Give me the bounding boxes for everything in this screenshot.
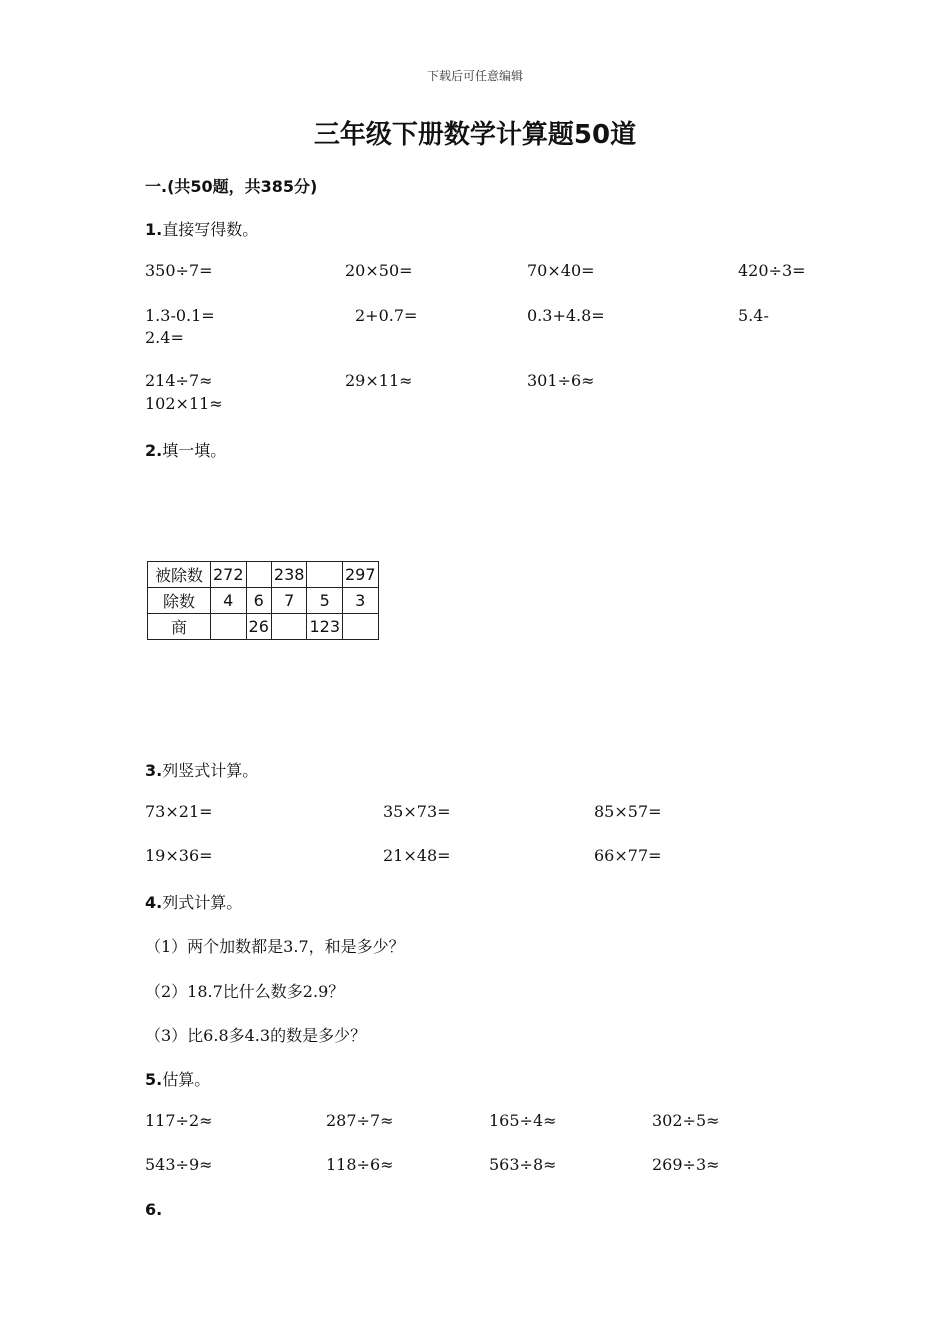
q1-item: 20×50= — [345, 261, 413, 280]
table-cell — [307, 562, 343, 588]
q3-item: 19×36= — [145, 846, 213, 865]
q5-item: 269÷3≈ — [652, 1155, 720, 1174]
q1-item: 2+0.7= — [355, 306, 418, 325]
question-number: 6. — [145, 1200, 163, 1219]
table-cell: 26 — [246, 614, 271, 640]
table-cell: 6 — [246, 588, 271, 614]
question-3-heading — [145, 758, 258, 781]
q3-item: 66×77= — [594, 846, 662, 865]
q5-item: 287÷7≈ — [326, 1111, 394, 1130]
q3-item: 35×73= — [383, 802, 451, 821]
question-5-heading — [145, 1067, 210, 1090]
section-heading: 一.(共50题，共385分) — [145, 177, 318, 196]
table-cell: 272 — [211, 562, 247, 588]
q3-item: 73×21= — [145, 802, 213, 821]
division-table — [147, 561, 379, 640]
table-cell — [343, 614, 379, 640]
q1-item: 420÷3= — [738, 261, 806, 280]
question-number: 3. — [145, 761, 163, 780]
table-row-quotient — [148, 614, 379, 640]
q1-item: 214÷7≈ — [145, 371, 213, 390]
q1-item: 0.3+4.8= — [527, 306, 605, 325]
q1-item: 1.3-0.1= — [145, 306, 215, 325]
question-text: 填一填。 — [162, 441, 227, 460]
question-number: 1. — [145, 220, 163, 239]
question-6-heading — [145, 1200, 162, 1219]
table-cell: 238 — [271, 562, 307, 588]
table-cell — [246, 562, 271, 588]
table-row-dividend — [148, 562, 379, 588]
table-cell: 4 — [211, 588, 247, 614]
table-cell: 297 — [343, 562, 379, 588]
q5-item: 563÷8≈ — [489, 1155, 557, 1174]
q5-item: 165÷4≈ — [489, 1111, 557, 1130]
q4-item: （1）两个加数都是3.7，和是多少？ — [145, 937, 405, 956]
q1-item: 70×40= — [527, 261, 595, 280]
q3-item: 85×57= — [594, 802, 662, 821]
table-cell — [211, 614, 247, 640]
question-1-heading — [145, 217, 258, 240]
q3-item: 21×48= — [383, 846, 451, 865]
question-text: 列竖式计算。 — [162, 761, 259, 780]
table-cell — [271, 614, 307, 640]
table-cell: 5 — [307, 588, 343, 614]
q1-item-wrap: 2.4= — [145, 328, 184, 347]
q1-item: 5.4- — [738, 306, 769, 325]
q1-item: 102×11≈ — [145, 394, 223, 413]
table-cell: 3 — [343, 588, 379, 614]
question-text: 直接写得数。 — [162, 220, 259, 239]
question-text: 列式计算。 — [162, 893, 243, 912]
table-cell: 123 — [307, 614, 343, 640]
question-number: 4. — [145, 893, 163, 912]
row-header: 被除数 — [148, 562, 211, 588]
question-number: 2. — [145, 441, 163, 460]
page-title: 三年级下册数学计算题50道 — [313, 120, 637, 150]
question-4-heading — [145, 890, 242, 913]
row-header: 商 — [148, 614, 211, 640]
q5-item: 543÷9≈ — [145, 1155, 213, 1174]
question-text: 估算。 — [162, 1070, 211, 1089]
table-cell: 7 — [271, 588, 307, 614]
q5-item: 118÷6≈ — [326, 1155, 394, 1174]
table-row-divisor — [148, 588, 379, 614]
q4-item: （2）18.7比什么数多2.9？ — [145, 982, 345, 1001]
q1-item: 301÷6≈ — [527, 371, 595, 390]
q5-item: 302÷5≈ — [652, 1111, 720, 1130]
q1-item: 29×11≈ — [345, 371, 413, 390]
q1-item: 350÷7= — [145, 261, 213, 280]
q5-item: 117÷2≈ — [145, 1111, 213, 1130]
question-number: 5. — [145, 1070, 163, 1089]
row-header: 除数 — [148, 588, 211, 614]
q4-item: （3）比6.8多4.3的数是多少？ — [145, 1026, 367, 1045]
question-2-heading — [145, 438, 226, 461]
page-header: 下载后可任意编辑 — [426, 69, 523, 83]
